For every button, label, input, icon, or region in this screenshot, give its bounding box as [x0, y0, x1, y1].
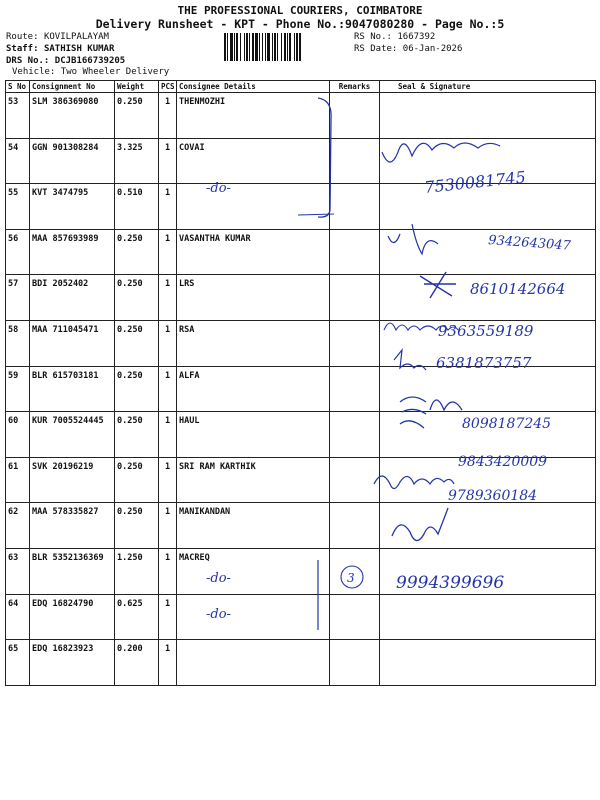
- cell-signature: [380, 184, 596, 230]
- cell-weight: 0.250: [115, 275, 159, 321]
- cell-weight: 0.250: [115, 229, 159, 275]
- table-header-row: [6, 81, 596, 93]
- cell-weight: 0.250: [115, 457, 159, 503]
- cell-remarks: [330, 229, 380, 275]
- cell-signature: [380, 93, 596, 139]
- barcode-bar: [274, 33, 276, 61]
- cell-pcs: 1: [159, 548, 177, 594]
- cell-weight: 0.625: [115, 594, 159, 640]
- cell-pcs: 1: [159, 366, 177, 412]
- handwritten-phone: 6381873757: [436, 354, 532, 372]
- cell-consignment-no: KVT 3474795: [30, 184, 115, 230]
- table-row: [6, 594, 596, 640]
- cell-weight: 0.250: [115, 366, 159, 412]
- cell-sno: 56: [6, 229, 30, 275]
- rs-no-line: RS No.: 1667392: [354, 32, 436, 42]
- rs-date-line: RS Date: 06-Jan-2026: [354, 44, 463, 54]
- barcode-bar: [289, 33, 291, 61]
- cell-remarks: [330, 320, 380, 366]
- cell-remarks: [330, 93, 380, 139]
- barcode-bar: [267, 33, 270, 61]
- cell-pcs: 1: [159, 320, 177, 366]
- cell-pcs: 1: [159, 594, 177, 640]
- cell-consignment-no: MAA 578335827: [30, 503, 115, 549]
- cell-weight: 0.250: [115, 93, 159, 139]
- cell-signature: [380, 412, 596, 458]
- cell-sno: 64: [6, 594, 30, 640]
- cell-weight: 3.325: [115, 138, 159, 184]
- table-row: [6, 412, 596, 458]
- runsheet-table: [5, 80, 596, 686]
- runsheet-subtitle: Delivery Runsheet - KPT - Phone No.:9047080280 - Page No.:5: [95, 17, 505, 31]
- cell-remarks: [330, 594, 380, 640]
- col-pcs: PCS: [159, 81, 177, 93]
- barcode-bar: [224, 33, 226, 61]
- cell-sno: 59: [6, 366, 30, 412]
- handwritten-phone: 9843420009: [458, 454, 548, 470]
- barcode-bar: [299, 33, 301, 61]
- cell-consignment-no: MAA 711045471: [30, 320, 115, 366]
- cell-consignee: THENMOZHI: [177, 93, 330, 139]
- cell-sno: 53: [6, 93, 30, 139]
- cell-consignment-no: SVK 20196219: [30, 457, 115, 503]
- cell-consignee: [177, 640, 330, 686]
- barcode-bar: [230, 33, 233, 61]
- table-row: [6, 184, 596, 230]
- cell-remarks: [330, 503, 380, 549]
- cell-consignment-no: KUR 7005524445: [30, 412, 115, 458]
- cell-consignee: HAUL: [177, 412, 330, 458]
- cell-signature: [380, 275, 596, 321]
- cell-remarks: [330, 548, 380, 594]
- company-title: THE PROFESSIONAL COURIERS, COIMBATORE: [177, 4, 423, 17]
- cell-signature: [380, 640, 596, 686]
- barcode-bar: [284, 33, 286, 61]
- barcode-bar: [296, 33, 298, 61]
- barcode-bar: [294, 33, 295, 61]
- cell-consignment-no: MAA 857693989: [30, 229, 115, 275]
- handwritten-phone: 9342643047: [487, 233, 572, 254]
- handwritten-phone: 8098187245: [462, 416, 552, 432]
- remark-number: 3: [347, 571, 355, 585]
- cell-signature: [380, 138, 596, 184]
- cell-consignee: [177, 594, 330, 640]
- table-row: [6, 366, 596, 412]
- table-row: [6, 548, 596, 594]
- table-row: [6, 275, 596, 321]
- cell-consignment-no: EDQ 16824790: [30, 594, 115, 640]
- cell-consignee: ALFA: [177, 366, 330, 412]
- cell-consignment-no: EDQ 16823923: [30, 640, 115, 686]
- route-line: Route: KOVILPALAYAM: [6, 32, 109, 42]
- table-row: [6, 320, 596, 366]
- barcode-bar: [255, 33, 258, 61]
- handwritten-phone: 8610142664: [470, 280, 566, 298]
- col-sno: S No: [6, 81, 30, 93]
- cell-consignee: MANIKANDAN: [177, 503, 330, 549]
- cell-signature: [380, 503, 596, 549]
- cell-sno: 62: [6, 503, 30, 549]
- drs-line: DRS No.: DCJB166739205: [6, 56, 126, 66]
- cell-consignee: LRS: [177, 275, 330, 321]
- cell-signature: [380, 320, 596, 366]
- cell-consignee: COVAI: [177, 138, 330, 184]
- handwritten-phone: 9789360184: [448, 488, 538, 504]
- barcode-bar: [272, 33, 273, 61]
- col-remarks: Remarks: [330, 81, 380, 93]
- barcode-bar: [265, 33, 266, 61]
- cell-weight: 0.510: [115, 184, 159, 230]
- cell-pcs: 1: [159, 93, 177, 139]
- cell-consignee: SRI RAM KARTHIK: [177, 457, 330, 503]
- cell-consignee: [177, 184, 330, 230]
- barcode: [224, 33, 350, 61]
- cell-pcs: 1: [159, 412, 177, 458]
- cell-sno: 54: [6, 138, 30, 184]
- table-row: [6, 229, 596, 275]
- col-signature: Seal & Signature: [380, 81, 596, 93]
- cell-pcs: 1: [159, 457, 177, 503]
- vehicle-line: Vehicle: Two Wheeler Delivery: [12, 67, 170, 77]
- cell-consignee: MACREQ: [177, 548, 330, 594]
- barcode-bar: [281, 33, 282, 61]
- barcode-bar: [249, 33, 250, 61]
- cell-sno: 57: [6, 275, 30, 321]
- table-row: [6, 640, 596, 686]
- ditto-mark: -do-: [206, 571, 231, 586]
- cell-signature: [380, 457, 596, 503]
- cell-consignment-no: BDI 2052402: [30, 275, 115, 321]
- cell-signature: [380, 548, 596, 594]
- barcode-bar: [227, 33, 228, 61]
- barcode-bar: [259, 33, 260, 61]
- cell-sno: 55: [6, 184, 30, 230]
- cell-pcs: 1: [159, 503, 177, 549]
- cell-pcs: 1: [159, 138, 177, 184]
- table-row: [6, 503, 596, 549]
- cell-signature: [380, 366, 596, 412]
- barcode-bar: [287, 33, 288, 61]
- cell-weight: 0.250: [115, 320, 159, 366]
- cell-remarks: [330, 412, 380, 458]
- cell-weight: 0.250: [115, 503, 159, 549]
- cell-remarks: [330, 184, 380, 230]
- cell-signature: [380, 594, 596, 640]
- barcode-bar: [240, 33, 241, 61]
- cell-pcs: 1: [159, 275, 177, 321]
- barcode-bar: [236, 33, 238, 61]
- barcode-bar: [252, 33, 254, 61]
- handwritten-phone: 9994399696: [396, 573, 505, 593]
- col-weight: Weight: [115, 81, 159, 93]
- handwritten-phone: 9363559189: [438, 322, 534, 340]
- cell-sno: 61: [6, 457, 30, 503]
- cell-weight: 0.200: [115, 640, 159, 686]
- cell-sno: 60: [6, 412, 30, 458]
- cell-sno: 58: [6, 320, 30, 366]
- cell-consignment-no: SLM 386369080: [30, 93, 115, 139]
- table-row: [6, 138, 596, 184]
- cell-remarks: [330, 457, 380, 503]
- barcode-bar: [244, 33, 245, 61]
- cell-remarks: [330, 138, 380, 184]
- barcode-bar: [246, 33, 248, 61]
- cell-remarks: [330, 366, 380, 412]
- cell-sno: 65: [6, 640, 30, 686]
- staff-line: Staff: SATHISH KUMAR: [6, 44, 115, 54]
- table-row: [6, 457, 596, 503]
- cell-consignment-no: BLR 615703181: [30, 366, 115, 412]
- cell-pcs: 1: [159, 184, 177, 230]
- cell-consignee: RSA: [177, 320, 330, 366]
- cell-consignment-no: GGN 901308284: [30, 138, 115, 184]
- ditto-mark: -do-: [206, 607, 231, 622]
- barcode-bar: [234, 33, 235, 61]
- barcode-bar: [277, 33, 278, 61]
- col-consignee: Consignee Details: [177, 81, 330, 93]
- cell-consignee: VASANTHA KUMAR: [177, 229, 330, 275]
- col-consignment: Consignment No: [30, 81, 115, 93]
- cell-consignment-no: BLR 5352136369: [30, 548, 115, 594]
- handwritten-phone: 7530081745: [423, 167, 527, 197]
- table-row: [6, 93, 596, 139]
- cell-pcs: 1: [159, 640, 177, 686]
- cell-sno: 63: [6, 548, 30, 594]
- cell-signature: [380, 229, 596, 275]
- cell-remarks: [330, 640, 380, 686]
- ditto-mark: -do-: [206, 181, 231, 196]
- cell-remarks: [330, 275, 380, 321]
- cell-pcs: 1: [159, 229, 177, 275]
- cell-weight: 0.250: [115, 412, 159, 458]
- cell-weight: 1.250: [115, 548, 159, 594]
- barcode-bar: [262, 33, 263, 61]
